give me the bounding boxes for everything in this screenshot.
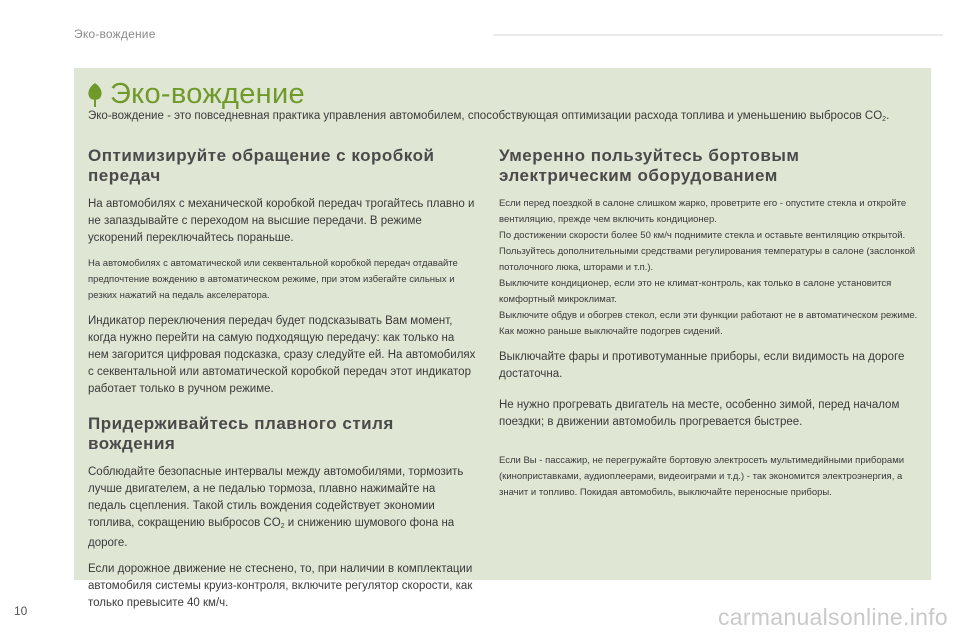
paragraph-manual-gearbox: На автомобилях с механической коробкой передач трогайтесь плавно и не запаздывайте с переходом на высшие передачи. В режиме ускорений переключайтесь пораньше. (88, 198, 475, 244)
paragraph-automatic-gearbox: На автомобилях с автоматической или секвентальной коробкой передач отдавайте предпочтение вождению в автоматическом режиме, при этом избегайте сильных и резких нажатий на педаль акселератора. (88, 258, 458, 301)
intro-subscript: 2 (882, 116, 887, 123)
page-number: 10 (14, 604, 28, 618)
paragraph-engine-warmup: Не нужно прогревать двигатель на месте, особенно зимой, перед началом поездки; в движении автомобиль прогревается быстрее. (499, 399, 900, 428)
paragraph-defrost: Выключите обдув и обогрев стекол, если эти функции работают не в автоматическом режиме. (499, 310, 918, 321)
watermark: carmanualsonline.info (717, 604, 948, 630)
intro-text (88, 108, 918, 128)
content-panel (74, 68, 931, 609)
paragraph-gear-indicator: Индикатор переключения передач будет подсказывать Вам момент, когда нужно перейти на самую подходящую передачу: как только на нем загорится цифровая подсказка, сразу следуйте ей. На автомобилях с секвентальной или автоматической коробкой передач этот индикатор работает только в ручном режиме. (88, 315, 476, 395)
paragraph-speed-windows: По достижении скорости более 50 км/ч поднимите стекла и оставьте вентиляцию открытой. (499, 230, 906, 241)
title-row (86, 78, 305, 111)
heading-electrical-equipment: Умеренно пользуйтесь бортовым электрическим оборудованием (499, 146, 800, 185)
left-column (88, 146, 476, 621)
paragraph-passenger-devices: Если Вы - пассажир, не перегружайте бортовую электросеть мультимедийными приборами (киноприставками, аудиоплеерами, видеоиграми и т.д.) - так экономится электроэнергия, а значит и топливо. Покидая автомобиль, выключайте переносные приборы. (499, 455, 905, 498)
paragraph-air-conditioner: Выключите кондиционер, если это не климат-контроль, как только в салоне установится комфортный микроклимат. (499, 278, 892, 305)
leaf-icon (86, 82, 104, 108)
header-rule (493, 34, 943, 36)
intro-body: Эко-вождение - это повседневная практика управления автомобилем, способствующая оптимизации расхода топлива и уменьшению выбросов CO (88, 110, 883, 122)
paragraph-safe-distance: Соблюдайте безопасные интервалы между автомобилями, тормозить лучше двигателем, а не педалью тормоза, плавно нажимайте на педаль сцепления. Такой стиль вождения содействует экономии топлива, сокращению выбросов $CO_2$ и снижению шумового фона на дороге. (88, 466, 464, 549)
paragraph-lights: Выключайте фары и противотуманные приборы, если видимость на дороге достаточна. (499, 351, 905, 380)
header-section-title: Эко-вождение (74, 27, 156, 41)
paragraph-seat-heating: Как можно раньше выключайте подогрев сидений. (499, 326, 723, 337)
heading-gearbox: Оптимизируйте обращение с коробкой передач (88, 146, 435, 185)
heading-smooth-driving: Придерживайтесь плавного стиля вождения (88, 414, 394, 453)
intro-end: . (886, 110, 890, 122)
right-column (499, 146, 919, 510)
page-title: Эко-вождение (110, 78, 305, 110)
paragraph-temperature: Пользуйтесь дополнительными средствами регулирования температуры в салоне (заслонкой потолочного люка, шторами и т.п.). (499, 246, 916, 273)
paragraph-cruise-control: Если дорожное движение не стеснено, то, при наличии в комплектации автомобиля системы круиз-контроля, включите регулятор скорости, как только превысите 40 км/ч. (88, 563, 473, 609)
paragraph-ventilation: Если перед поездкой в салоне слишком жарко, проветрите его - опустите стекла и откройте вентиляцию, прежде чем включить кондиционер. (499, 198, 907, 225)
